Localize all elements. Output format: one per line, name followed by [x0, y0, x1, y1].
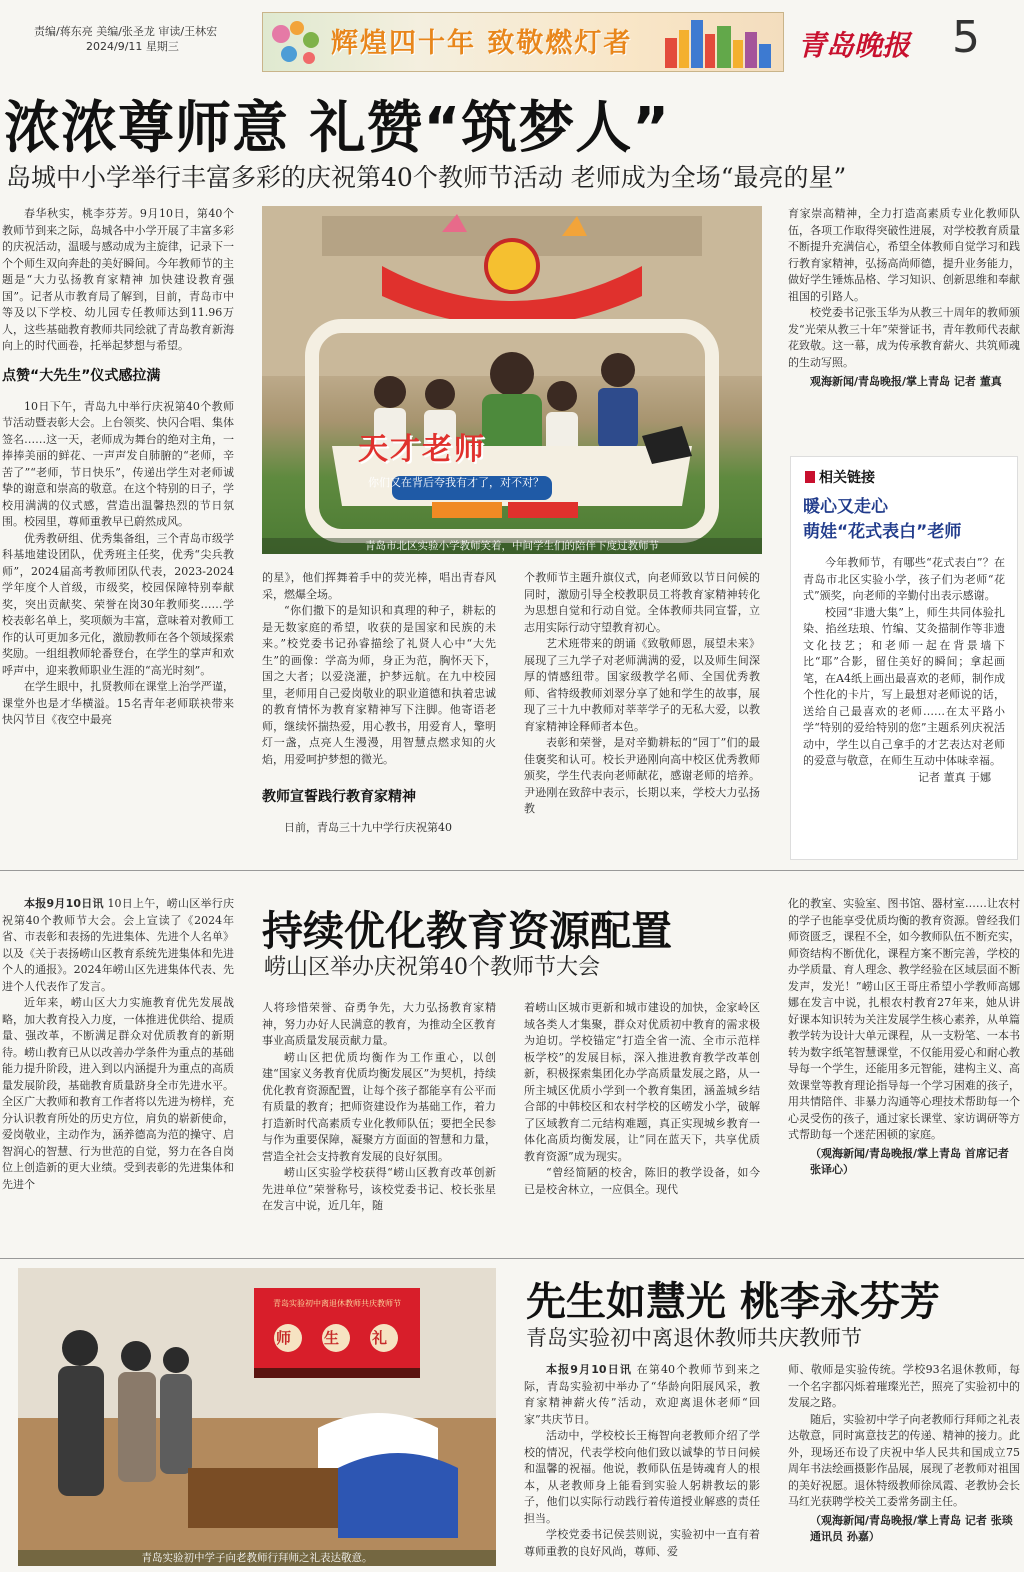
- teachers-day-photo: [262, 206, 762, 554]
- paragraph: 崂山区实验学校获得“崂山区教育改革创新先进单位”荣誉称号，该校党委书记、校长张星在发言中说，近几年，随: [262, 1166, 496, 1212]
- article2-column-1: [2, 896, 234, 1193]
- article3-column-2: [788, 1362, 1020, 1545]
- article1-column-1: [2, 206, 234, 729]
- paragraph: 个教师节主题升旗仪式，向老师致以节日问候的同时，激励引导全校教职员工将教育家精神转化为思想自觉和行动自觉。全体教师共同宣誓，立志用实际行动守望教育初心。: [524, 571, 760, 634]
- section-divider: [0, 1258, 1024, 1259]
- related-title-line: 暖心又走心: [803, 497, 888, 517]
- related-title: [803, 495, 961, 545]
- editor-credits: [34, 24, 217, 54]
- paragraph: “曾经简陋的校舍，陈旧的教学设备，如今已是校舍林立，一应俱全。现代: [524, 1166, 760, 1196]
- paragraph: 学校党委书记侯芸则说，实验初中一直有着尊师重教的良好风尚，尊师、爱: [524, 1528, 760, 1558]
- paragraph: 今年教师节，有哪些“花式表白”？在青岛市北区实验小学，孩子们为老师“花式”颁奖，向老师的辛勤付出表示感谢。: [803, 556, 1005, 602]
- paragraph: “你们撒下的是知识和真理的种子，耕耘的是无数家庭的希望，收获的是国家和民族的未来。”校党委书记孙睿描绘了礼贤人心中“大先生”的画像：学高为师，身正为范，胸怀天下，国之大者；以爱浇灌，护梦远航。在九中校园里，老师用自己爱岗敬业的职业道德和执着忠诚的教育情怀为教育家精神写下注脚。他寄语老师，继续怀揣热爱，用心教书，用爱育人，擎明灯一盏，点亮人生漫漫，用智慧点燃求知的火焰，用爱呵护梦想的微光。: [262, 604, 496, 766]
- article2-headline: 持续优化教育资源配置: [262, 907, 672, 955]
- article2-column-3: [524, 1000, 760, 1198]
- article1-column-2: [262, 570, 496, 837]
- section-heading: 教师宣誓践行教育家精神: [262, 789, 416, 805]
- paragraph: 崂山区把优质均衡作为工作重心，以创建“国家义务教育优质均衡发展区”为契机，持续优化教育资源配置，让每个孩子都能享有公平而有质量的教育；把师资建设作为基础工作，着力打造新时代高素质专业化教师队伍；要把全民参与作为重要保障，凝聚方方面面的智慧和力量，营造全社会支持教育发展的良好氛围。: [262, 1050, 496, 1163]
- article2-column-2: [262, 1000, 496, 1215]
- paragraph: 日前，青岛三十九中学行庆祝第40: [284, 821, 452, 834]
- paragraph: 校园“非遗大集”上，师生共同体验扎染、掐丝珐琅、竹编、艾灸描制作等非遗文化技艺；和老师一起在背景墙下比“耶”合影，留住美好的瞬间；拿起画笔，在A4纸上画出最喜欢的老师，制作成个性化的卡片，写上最想对老师说的话，送给自己最喜欢的老师……在太平路小学“特别的爱给特别的您”主题系列庆祝活动中，学生以自己拿手的才艺表达对老师的爱意与敬意，在师生互动中体味幸福。: [803, 605, 1005, 767]
- related-link-box: [790, 456, 1018, 860]
- article2-subheadline: 崂山区举办庆祝第40个教师节大会: [264, 955, 600, 980]
- paragraph: 的星》，他们挥舞着手中的荧光棒，唱出青春风采，燃爆全场。: [262, 571, 496, 601]
- photo-illustration: [262, 206, 762, 554]
- editor-line: 责编/蒋东亮 美编/张圣龙 审读/王林宏: [34, 25, 218, 38]
- article3-subheadline: 青岛实验初中离退休教师共庆教师节: [526, 1326, 862, 1350]
- paragraph: 校党委书记张玉华为从教三十周年的教师颁发“光荣从教三十年”荣誉证书，青年教师代表献花致敬。这一幕，成为传承教育薪火、共筑师魂的生动写照。: [788, 306, 1020, 369]
- newspaper-logo: 青岛晚报: [798, 29, 911, 62]
- article1-column-3: [524, 570, 760, 818]
- article1-column-4: [788, 206, 1020, 389]
- dateline: 本报9月10日讯: [546, 1363, 633, 1376]
- photo-sign-text: 天才老师: [358, 432, 486, 467]
- paragraph: 近年来，崂山区大力实施教育优先发展战略，加大教育投入力度，一体推进优供给、提质量、强改革，不断满足群众对优质教育的新期待。崂山教育已从以改善办学条件为重点的基础能力提升阶段，进入到以内涵提升为重点的高质量发展阶段，基础教育质量跻身全市先进水平。全区广大教师和教育工作者将以先进为榜样，充分认识教育所处的历史方位，肩负的崭新使命，爱岗敬业，主动作为，涵养德高为范的操守、启智润心的智慧、行为世范的自觉，努力在各自岗位上创造新的更大业绩。受到表彰的先进集体和先进个: [2, 996, 234, 1191]
- paragraph: 着崂山区城市更新和城市建设的加快，金家岭区域各类人才集聚，群众对优质初中教育的需求极为迫切。学校锚定“打造全省一流、全市示范样板学校”的发展目标，深入推进教育教学改革创新，积极探索集团化办学高质量发展之路，从一所主城区优质小学到一个教育集团，涵盖城乡结合部的中韩校区和农村学校的区崂发小学，破解了区域教育二元结构难题，真正实现城乡教育一体化高质均衡发展，让“同在蓝天下，共享优质教育资源”成为现实。: [524, 1001, 760, 1163]
- photo-illustration: [18, 1268, 496, 1566]
- page-number: 5: [952, 12, 980, 63]
- paragraph: 10日下午，青岛九中举行庆祝第40个教师节活动暨表彰大会。上台领奖、快闪合唱、集体签名……这一天，老师成为舞台的绝对主角，一捧捧美丽的鲜花、一声声发自肺腑的“老师，辛苦了”“老师，节日快乐”，传递出学生对老师诚挚的谢意和崇高的敬意。在这个特别的日子，学校用满满的仪式感，营造出温馨热烈的节日氛围。校园里，尊师重教早已蔚然成风。: [2, 399, 234, 528]
- article3-headline: 先生如慧光 桃李永芬芳: [526, 1279, 940, 1325]
- photo-caption: 青岛实验初中学子向老教师行拜师之礼表达敬意。: [18, 1550, 496, 1566]
- paragraph: 育家崇高精神，全力打造高素质专业化教师队伍，各项工作取得突破性进展，对学校教育质量不断提升充满信心，希望全体教师自觉学习和践行教育家精神，弘扬高尚师德，提升业务能力，做好学生锤炼品格、学习知识、创新思维和奉献祖国的引路人。: [788, 207, 1020, 303]
- related-tag-label: 相关链接: [819, 470, 875, 486]
- paragraph: 艺术班带来的朗诵《致敬师恩，展望未来》展现了三九学子对老师满满的爱，以及师生间深厚的情感纽带。国家级教学名师、全国优秀教师、省特级教师刘翠分享了她和学生的故事，展现了三十九中教师对莘莘学子的无私大爱，以教育家精神诠释师者本色。: [524, 637, 760, 733]
- paragraph: 人将珍惜荣誉、奋勇争先，大力弘扬教育家精神，努力办好人民满意的教育，为推动全区教育事业高质量发展贡献力量。: [262, 1001, 496, 1047]
- flower-decoration-icon: [267, 14, 327, 70]
- article-credit: 观海新闻/青岛晚报/掌上青岛 记者 董真: [810, 375, 1002, 388]
- banner-title: 辉煌四十年 致敬燃灯者: [331, 28, 633, 59]
- retired-teachers-photo: [18, 1268, 496, 1566]
- dateline: 本报9月10日讯: [24, 897, 104, 910]
- related-title-line: 萌娃“花式表白”老师: [803, 522, 962, 542]
- related-tag: [805, 467, 875, 487]
- date-line: 2024/9/11 星期三: [86, 40, 179, 53]
- photo-board-text: 你们又在背后夸我有才了，对不对？: [368, 476, 544, 489]
- related-credit: 记者 董真 于娜: [918, 770, 991, 784]
- related-body: [803, 555, 1005, 786]
- screen-title: 青岛实验初中离退休教师共庆教师节: [273, 1299, 401, 1308]
- article-credit: （观海新闻/青岛晚报/掌上青岛 首席记者 张译心）: [810, 1146, 1009, 1176]
- article1-headline: 浓浓尊师意 礼赞“筑梦人”: [4, 96, 671, 161]
- paragraph: 本报9月10日讯 在第40个教师节到来之际，青岛实验初中举办了“华龄向阳展风采，教育家精神薪火传”活动，欢迎离退休老师“回家”共庆节日。: [524, 1363, 761, 1426]
- section-heading: 点赞“大先生”仪式感拉满: [2, 367, 161, 384]
- article-credit: （观海新闻/青岛晚报/掌上青岛 记者 张琰 通讯员 孙嘉）: [810, 1513, 1013, 1543]
- paragraph: 随后，实验初中学子向老教师行拜师之礼表达敬意，同时寓意技艺的传递、精神的接力。此外，现场还布设了庆祝中华人民共和国成立75周年书法绘画摄影作品展，展现了老教师对祖国的美好祝愿。退休特级教师徐凤霞、老教协会长马红光获聘学校关工委常务副主任。: [788, 1412, 1020, 1508]
- section-banner: [262, 12, 784, 72]
- paragraph: 化的教室、实验室、图书馆、器材室……让农村的学子也能享受优质均衡的教育资源。曾经我们师资匮乏，课程不全，如今教师队伍不断充实，师资结构不断优化，课程方案不断完善，学校的办学质量、育人理念、教学经验在区域层面不断发声，发光！”崂山区王哥庄希望小学教师高娜娜在发言中说，扎根农村教育27年来，她从讲好课本知识转为关注发展学生核心素养，从单篇教学转为设计大单元课程，从一支粉笔、一本书转为数字纸笔智慧课堂，不仅能用爱心和耐心教导每一个学生，还能用多元智能，建构主义、高效课堂等教育理论指导每一个学习困难的孩子，用共情陪伴、非暴力沟通等心理技术帮助每一个心灵受伤的孩子，通过家长课堂、家访调研等方式帮助每一个迷茫困顿的家庭。: [788, 897, 1020, 1141]
- paragraph: 本报9月10日讯 10日上午，崂山区举行庆祝第40个教师节大会。会上宣读了《2024年省、市表彰和表扬的先进集体、先进个人名单》以及《关于表扬崂山区教育系统先进集体和先进个人的通报》。2024年崂山区先进集体代表、先进个人代表作了发言。: [2, 897, 234, 993]
- screen-char: 生: [324, 1329, 340, 1347]
- paragraph: 师、敬师是实验传统。学校93名退休教师，每一个名字都闪烁着璀璨光芒，照亮了实验初中的发展之路。: [788, 1363, 1020, 1409]
- paragraph: 活动中，学校校长王梅智向老教师介绍了学校的情况，代表学校向他们致以诚挚的节日问候和温馨的祝福。他说，教师队伍是铸魂育人的根本，从老教师身上能看到实验人躬耕教坛的影子，他们以实际行动践行着传道授业解惑的责任担当。: [524, 1429, 760, 1525]
- screen-char: 礼: [372, 1329, 388, 1347]
- article1-subheadline: 岛城中小学举行丰富多彩的庆祝第40个教师节活动 老师成为全场“最亮的星”: [6, 163, 847, 192]
- article2-column-4: [788, 896, 1020, 1178]
- paragraph: 优秀教研组、优秀集备组，三个青岛市级学科基地建设团队，优秀班主任奖，优秀“尖兵教师”，2024届高考教师团队代表，2023-2024学年度个人首级，市级奖，校园保障特别奉献奖，突出贡献奖、荣誉在岗30年教师奖……学校表彰名单上，奖项颇为丰富，意味着对教师工作的认可更加多元化，激励教师在各个领域探索奖励。一组组教师轮番登台，在学生的掌声和欢呼声中，迎来教师职业生涯的“高光时刻”。: [2, 531, 234, 677]
- paragraph: 春华秋实，桃李芬芳。9月10日，第40个教师节到来之际，岛城各中小学开展了丰富多彩的庆祝活动，温暖与感动成为主旋律，记录下一个个师生双向奔赴的美好瞬间。今年教师节的主题是“大力弘扬教育家精神 加快建设教育强国”。记者从市教育局了解到，目前，青岛市中等及以下学校、幼儿园专任教师达到11.96万人，这些基础教育教师共同绘就了青岛教育新海向上的时代画卷，托举起梦想与希望。: [2, 207, 234, 352]
- books-illustration-icon: [661, 16, 779, 70]
- photo-caption: 青岛市北区实验小学教师笑着，中间学生们的陪伴下度过教师节: [262, 538, 762, 554]
- article3-column-1: [524, 1362, 760, 1560]
- tag-marker-icon: [805, 471, 815, 483]
- paragraph: 在学生眼中，扎贤教师在课堂上治学严谨，课堂外也是才华横溢。15名青年老师联袂带来快闪节目《夜空中最亮: [2, 680, 234, 726]
- section-divider: [0, 870, 1024, 871]
- screen-char: 师: [276, 1329, 292, 1347]
- paragraph: 表彰和荣誉，是对辛勤耕耘的“园丁”们的最佳褒奖和认可。校长尹逊刚向高中校区优秀教师颁奖，学生代表向老师献花，感谢老师的培养。尹逊刚在致辞中表示，长期以来，学校大力弘扬教: [524, 736, 760, 815]
